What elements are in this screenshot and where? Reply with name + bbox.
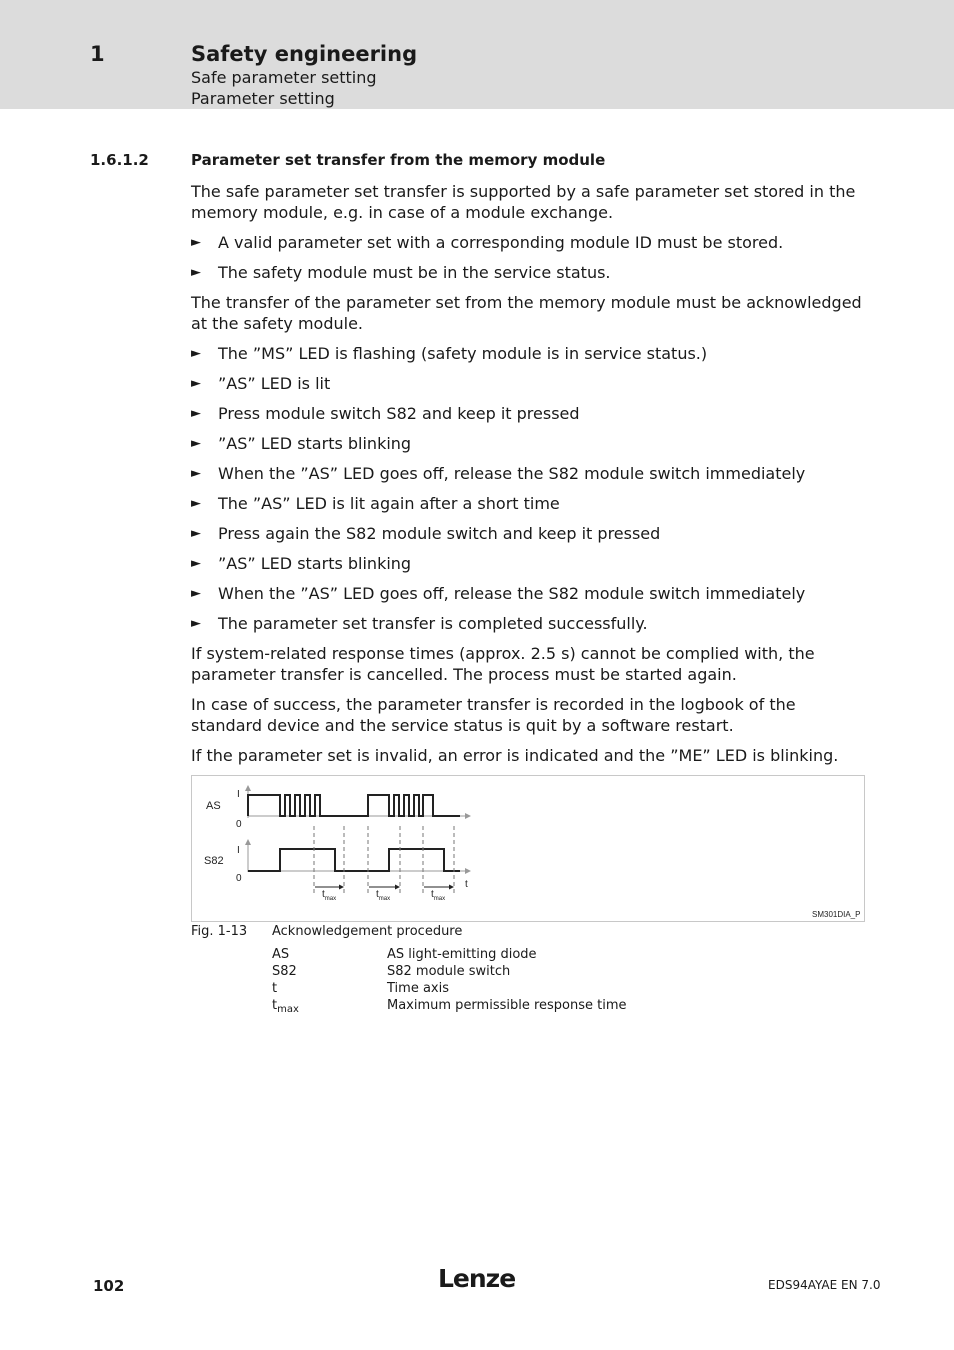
list-item: ► The parameter set transfer is completed successfully. (191, 614, 648, 633)
s82-signal-waveform (248, 849, 460, 871)
list-item: ► ”AS” LED starts blinking (191, 434, 412, 453)
s82-signal-label: S82 (204, 855, 224, 867)
list-item: ► When the ”AS” LED goes off, release the S82 module switch immediately (191, 584, 806, 603)
time-axis-label: t (465, 879, 468, 890)
as-high-label: I (237, 789, 240, 800)
chapter-title: Safety engineering (191, 42, 418, 66)
list-item: ► Press module switch S82 and keep it pressed (191, 404, 580, 423)
s82-low-label: 0 (236, 873, 242, 884)
legend-row (272, 963, 672, 980)
tmax-label-2: $t_{max}$ (376, 889, 391, 902)
legend-row (272, 997, 672, 1014)
bullet-arrow-icon: ► (191, 406, 201, 421)
as-signal-waveform (248, 795, 460, 816)
legend-description: AS light-emitting diode (387, 947, 537, 962)
figure-caption-text: Acknowledgement procedure (272, 924, 463, 939)
tmax-label-1: $t_{max}$ (322, 889, 337, 902)
legend-description: Time axis (387, 981, 449, 996)
requirements-list (191, 232, 866, 283)
timing-diagram (191, 775, 865, 922)
list-item: ► The safety module must be in the service status. (191, 263, 611, 282)
paragraph: If the parameter set is invalid, an error is indicated and the ”ME” LED is blinking. (191, 746, 839, 765)
chapter-number: 1 (90, 42, 105, 66)
timing-diagram-svg (192, 776, 864, 921)
bullet-arrow-icon: ► (191, 526, 201, 541)
figure-code: SM301DIA_P (812, 910, 861, 919)
as-low-label: 0 (236, 819, 242, 830)
legend-symbol: AS (272, 947, 290, 962)
legend-row (272, 946, 672, 963)
legend-symbol: $t_{max}$ (272, 998, 299, 1015)
page-number: 102 (93, 1277, 125, 1295)
page-header (0, 0, 954, 109)
bullet-arrow-icon: ► (191, 436, 201, 451)
bullet-arrow-icon: ► (191, 496, 201, 511)
list-item: ► The ”AS” LED is lit again after a short time (191, 494, 560, 513)
section-title: Parameter set transfer from the memory module (191, 151, 606, 169)
list-item: ► The ”MS” LED is flashing (safety module is in service status.) (191, 344, 708, 363)
list-item: ► A valid parameter set with a corresponding module ID must be stored. (191, 233, 784, 252)
list-item: ► When the ”AS” LED goes off, release the S82 module switch immediately (191, 464, 806, 483)
legend-symbol: S82 (272, 964, 297, 979)
figure-caption-number: Fig. 1-13 (191, 924, 248, 939)
bullet-arrow-icon: ► (191, 346, 201, 361)
section-number: 1.6.1.2 (90, 151, 149, 169)
legend-row (272, 980, 672, 997)
document-reference: EDS94AYAE EN 7.0 (768, 1278, 881, 1292)
header-subtitle-1: Safe parameter setting (191, 68, 377, 87)
body-content (191, 181, 866, 775)
paragraph: The transfer of the parameter set from the memory module must be acknowledged at the safety module. (191, 293, 862, 333)
list-item: ► Press again the S82 module switch and keep it pressed (191, 524, 661, 543)
s82-high-label: I (237, 845, 240, 856)
bullet-arrow-icon: ► (191, 466, 201, 481)
tmax-label-3: $t_{max}$ (431, 889, 446, 902)
header-subtitle-2: Parameter setting (191, 89, 335, 108)
procedure-list (191, 343, 866, 634)
figure-legend (272, 946, 672, 1014)
bullet-arrow-icon: ► (191, 265, 201, 280)
legend-symbol: t (272, 981, 278, 996)
bullet-arrow-icon: ► (191, 235, 201, 250)
as-signal-label: AS (206, 800, 221, 812)
legend-description: S82 module switch (387, 964, 511, 979)
lenze-logo: Lenze (438, 1264, 516, 1293)
legend-description: Maximum permissible response time (387, 998, 627, 1013)
paragraph: In case of success, the parameter transfer is recorded in the logbook of the standard device and the service status is quit by a software restart. (191, 695, 796, 735)
bullet-arrow-icon: ► (191, 586, 201, 601)
paragraph: If system-related response times (approx. 2.5 s) cannot be complied with, the parameter transfer is cancelled. The process must be started again. (191, 644, 815, 684)
bullet-arrow-icon: ► (191, 616, 201, 631)
list-item: ► ”AS” LED starts blinking (191, 554, 412, 573)
bullet-arrow-icon: ► (191, 556, 201, 571)
intro-paragraph: The safe parameter set transfer is supported by a safe parameter set stored in the memory module, e.g. in case of a module exchange. (191, 182, 856, 222)
list-item: ► ”AS” LED is lit (191, 374, 331, 393)
bullet-arrow-icon: ► (191, 376, 201, 391)
